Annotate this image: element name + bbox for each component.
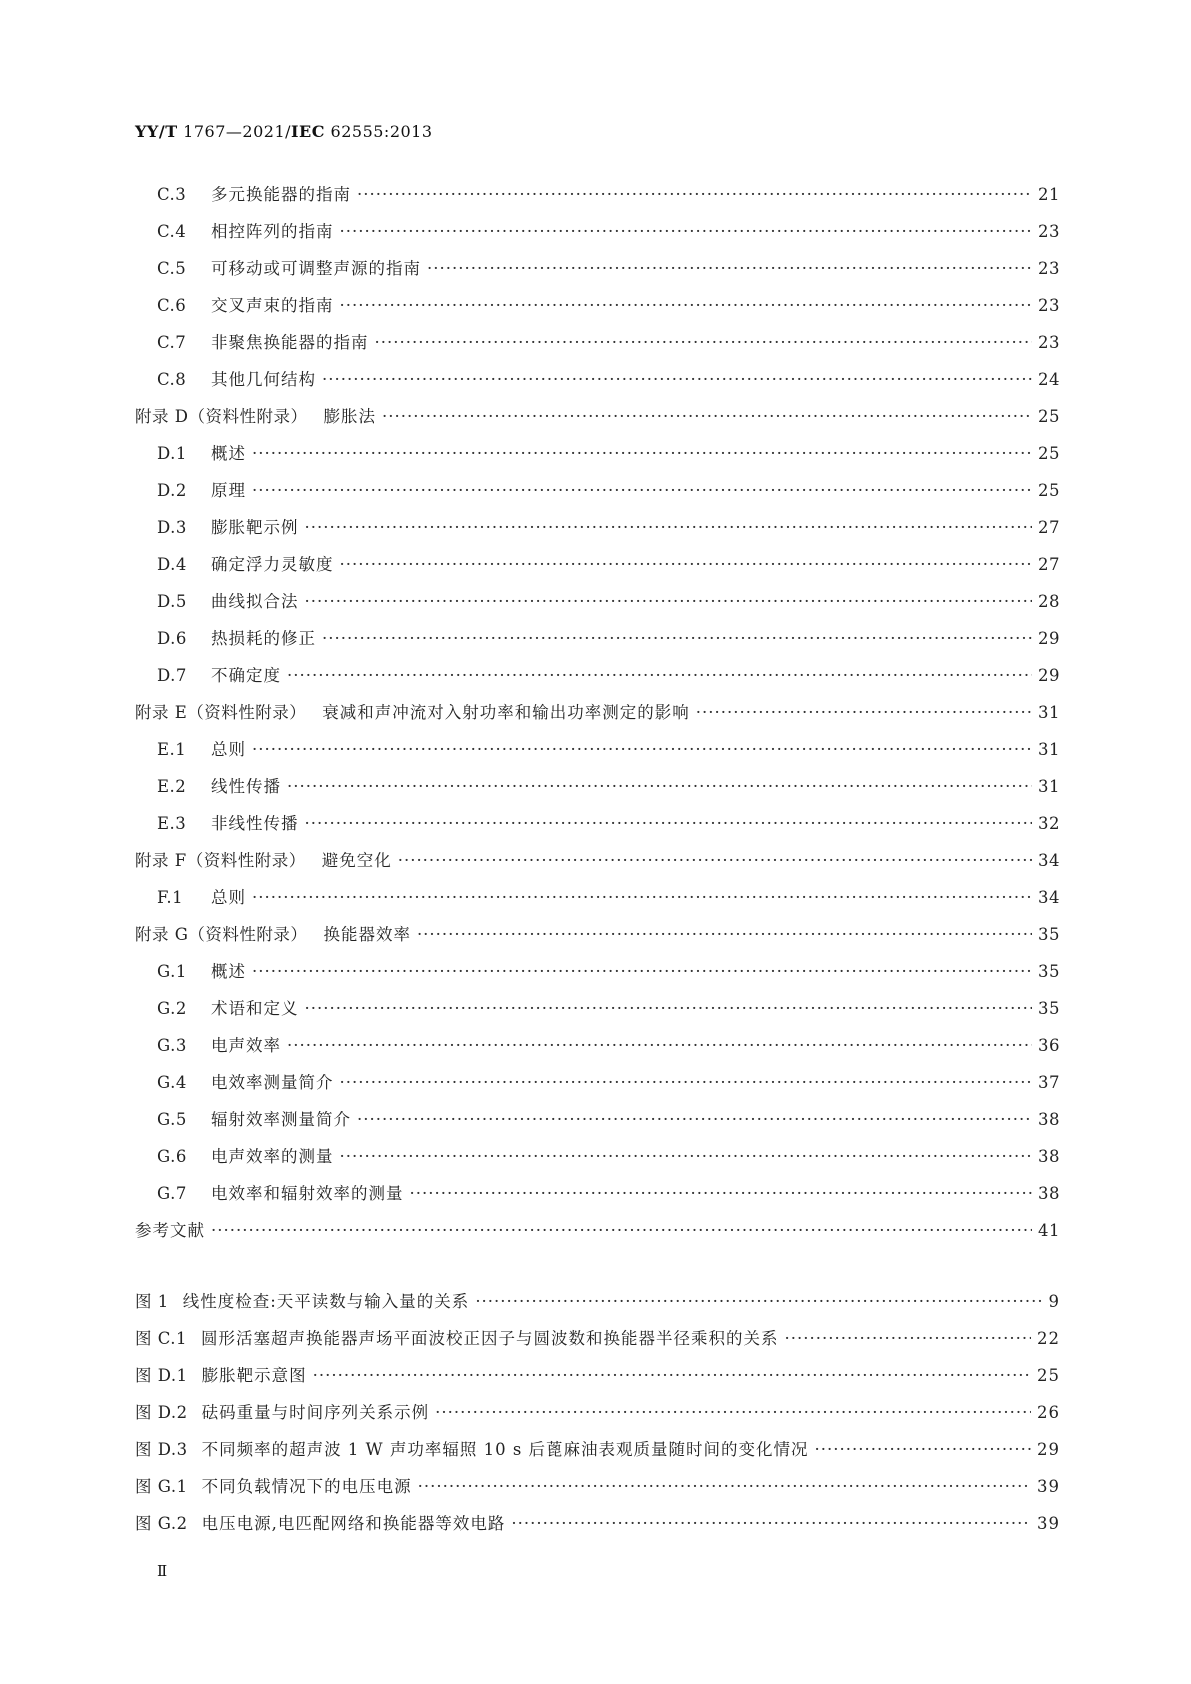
toc-entry-page: 38: [1038, 1184, 1060, 1203]
toc-entry-page: 31: [1038, 777, 1060, 796]
toc-entry-number: C.8: [157, 370, 187, 389]
figure-leader-dots: [475, 1283, 1042, 1320]
toc-entry-number: D.4: [157, 555, 187, 574]
figure-entry-number: 图 C.1: [135, 1329, 188, 1348]
toc-entry-number: G.5: [157, 1110, 187, 1129]
toc-entry-title: 曲线拟合法: [211, 592, 299, 611]
toc-entry[interactable]: [135, 1212, 1060, 1249]
toc-leader-dots: [382, 398, 1032, 435]
toc-entry-title: 电声效率: [211, 1036, 281, 1055]
toc-entry[interactable]: [135, 694, 1060, 731]
toc-entry[interactable]: [135, 324, 1060, 361]
figure-entry-title: 线性度检查:天平读数与输入量的关系: [182, 1292, 470, 1311]
figure-entry-title: 电压电源,电匹配网络和换能器等效电路: [201, 1514, 506, 1533]
toc-entry-number: D.2: [157, 481, 187, 500]
toc-entry-title: 相控阵列的指南: [211, 222, 334, 241]
toc-entry-page: 35: [1038, 962, 1060, 981]
toc-entry-page: 41: [1038, 1221, 1060, 1240]
figure-entry[interactable]: [135, 1505, 1060, 1542]
toc-entry-page: 25: [1038, 444, 1060, 463]
toc-entry-title: 交叉声束的指南: [211, 296, 334, 315]
toc-entry-title: 原理: [211, 481, 246, 500]
toc-entry-title: 换能器效率: [323, 925, 411, 944]
toc-entry[interactable]: [135, 472, 1060, 509]
toc-leader-dots: [252, 953, 1032, 990]
toc-leader-dots: [252, 879, 1032, 916]
figure-entry-page: 39: [1037, 1477, 1060, 1496]
toc-entry[interactable]: [135, 768, 1060, 805]
toc-leader-dots: [357, 176, 1032, 213]
toc-entry-page: 34: [1038, 888, 1060, 907]
toc-leader-dots: [375, 324, 1033, 361]
page-number: Ⅱ: [157, 1562, 168, 1580]
figure-entry-page: 29: [1037, 1440, 1060, 1459]
toc-entry-title: 非线性传播: [211, 814, 299, 833]
toc-entry-title: 电效率测量简介: [211, 1073, 334, 1092]
toc-entry[interactable]: [135, 1101, 1060, 1138]
toc-entry-title: 膨胀法: [323, 407, 376, 426]
toc-entry[interactable]: [135, 361, 1060, 398]
toc-leader-dots: [340, 1138, 1033, 1175]
figure-leader-dots: [785, 1320, 1031, 1357]
figure-entry-page: 25: [1037, 1366, 1060, 1385]
toc-leader-dots: [322, 361, 1032, 398]
figure-entry[interactable]: [135, 1283, 1060, 1320]
header-iec: IEC: [291, 122, 325, 141]
toc-entry-number: 附录 E（资料性附录）: [135, 703, 307, 722]
toc-entry-number: E.1: [157, 740, 187, 759]
toc-entry-number: D.1: [157, 444, 187, 463]
toc-leader-dots: [340, 287, 1033, 324]
toc-entry-page: 29: [1038, 629, 1060, 648]
toc-entry[interactable]: [135, 1175, 1060, 1212]
toc-entry-page: 32: [1038, 814, 1060, 833]
toc-entry-page: 24: [1038, 370, 1060, 389]
toc-entry[interactable]: [135, 176, 1060, 213]
toc-entry-number: G.2: [157, 999, 187, 1018]
toc-entry[interactable]: [135, 398, 1060, 435]
toc-entry[interactable]: [135, 620, 1060, 657]
header-number: 1767—2021/: [177, 122, 292, 141]
toc-entry-title: 避免空化: [321, 851, 392, 870]
figure-entry[interactable]: [135, 1320, 1060, 1357]
toc-entry-number: C.3: [157, 185, 187, 204]
toc-entry-title: 线性传播: [211, 777, 281, 796]
figure-entry-title: 圆形活塞超声换能器声场平面波校正因子与圆波数和换能器半径乘积的关系: [201, 1329, 779, 1348]
toc-leader-dots: [696, 694, 1032, 731]
toc-entry-title: 电声效率的测量: [211, 1147, 334, 1166]
toc-entry-number: G.4: [157, 1073, 187, 1092]
figure-entry[interactable]: [135, 1394, 1060, 1431]
toc-entry-title: 其他几何结构: [211, 370, 316, 389]
toc-entry-page: 31: [1038, 703, 1060, 722]
toc-entry[interactable]: [135, 287, 1060, 324]
toc-entry-page: 38: [1038, 1147, 1060, 1166]
toc-entry-page: 28: [1038, 592, 1060, 611]
toc-entry-page: 31: [1038, 740, 1060, 759]
toc-entry[interactable]: [135, 953, 1060, 990]
toc-entry-title: 确定浮力灵敏度: [211, 555, 334, 574]
toc-entry-page: 35: [1038, 925, 1060, 944]
toc-entry-page: 23: [1038, 222, 1060, 241]
figure-entry-page: 39: [1037, 1514, 1060, 1533]
toc-entry-number: G.7: [157, 1184, 187, 1203]
toc-entry-number: D.6: [157, 629, 187, 648]
figure-entry-number: 图 1: [135, 1292, 169, 1311]
figure-entry-number: 图 G.2: [135, 1514, 188, 1533]
toc-entry-number: C.7: [157, 333, 187, 352]
figure-leader-dots: [313, 1357, 1031, 1394]
toc-leader-dots: [305, 583, 1033, 620]
toc-entry-title: 概述: [211, 962, 246, 981]
figure-entry[interactable]: [135, 1431, 1060, 1468]
toc-entry-number: D.3: [157, 518, 187, 537]
toc-leader-dots: [340, 1064, 1033, 1101]
toc-entry-page: 25: [1038, 407, 1060, 426]
toc-entry-number: C.4: [157, 222, 187, 241]
toc-leader-dots: [322, 620, 1032, 657]
figure-entry-number: 图 D.1: [135, 1366, 188, 1385]
toc-leader-dots: [357, 1101, 1032, 1138]
toc-entry-title: 总则: [211, 740, 246, 759]
figure-entry-page: 26: [1037, 1403, 1060, 1422]
toc-entry-number: 附录 F（资料性附录）: [135, 851, 306, 870]
toc-entry-page: 27: [1038, 518, 1060, 537]
toc-leader-dots: [252, 731, 1032, 768]
toc-entry-number: G.6: [157, 1147, 187, 1166]
toc-leader-dots: [287, 657, 1032, 694]
toc-entry-title: 非聚焦换能器的指南: [211, 333, 369, 352]
toc-entry-page: 37: [1038, 1073, 1060, 1092]
toc-entry[interactable]: [135, 213, 1060, 250]
toc-leader-dots: [305, 805, 1033, 842]
toc-entry[interactable]: [135, 1138, 1060, 1175]
toc-entry-title: 多元换能器的指南: [211, 185, 351, 204]
toc-entry[interactable]: [135, 435, 1060, 472]
figure-entry-number: 图 D.2: [135, 1403, 188, 1422]
figure-entry-page: 9: [1048, 1292, 1060, 1311]
toc-entry-page: 27: [1038, 555, 1060, 574]
toc-entry-page: 36: [1038, 1036, 1060, 1055]
figure-leader-dots: [815, 1431, 1031, 1468]
toc-leader-dots: [252, 472, 1032, 509]
figure-entry-number: 图 G.1: [135, 1477, 188, 1496]
toc-leader-dots: [398, 842, 1032, 879]
toc-leader-dots: [340, 213, 1033, 250]
toc-entry-page: 25: [1038, 481, 1060, 500]
header-iec-number: 62555:2013: [324, 122, 433, 141]
toc-leader-dots: [417, 916, 1032, 953]
toc-entry-number: E.3: [157, 814, 187, 833]
toc-leader-dots: [287, 768, 1032, 805]
figure-leader-dots: [511, 1505, 1031, 1542]
figure-leader-dots: [435, 1394, 1031, 1431]
toc-entry[interactable]: [135, 990, 1060, 1027]
toc-entry-title: 可移动或可调整声源的指南: [211, 259, 421, 278]
toc-entry[interactable]: [135, 1064, 1060, 1101]
toc-entry[interactable]: [135, 842, 1060, 879]
toc-leader-dots: [340, 546, 1033, 583]
figure-leader-dots: [418, 1468, 1031, 1505]
toc-entry-number: D.7: [157, 666, 187, 685]
toc-leader-dots: [427, 250, 1032, 287]
toc-entry-page: 29: [1038, 666, 1060, 685]
toc-entry-title: 参考文献: [135, 1221, 205, 1240]
toc-entry[interactable]: [135, 509, 1060, 546]
toc-leader-dots: [287, 1027, 1032, 1064]
toc-entry[interactable]: [135, 805, 1060, 842]
figure-entry-number: 图 D.3: [135, 1440, 188, 1459]
toc-entry-number: C.6: [157, 296, 187, 315]
toc-entry-title: 膨胀靶示例: [211, 518, 299, 537]
toc-entry-page: 34: [1038, 851, 1060, 870]
toc-leader-dots: [252, 435, 1032, 472]
toc-entry-number: C.5: [157, 259, 187, 278]
toc-entry-number: 附录 G（资料性附录）: [135, 925, 308, 944]
toc-entry-page: 23: [1038, 333, 1060, 352]
toc-entry-number: E.2: [157, 777, 187, 796]
toc-entry-title: 不确定度: [211, 666, 281, 685]
toc-entry-number: G.3: [157, 1036, 187, 1055]
toc-entry[interactable]: [135, 879, 1060, 916]
toc-leader-dots: [211, 1212, 1032, 1249]
toc-entry-title: 术语和定义: [211, 999, 299, 1018]
toc-entry-page: 23: [1038, 259, 1060, 278]
figure-entry-title: 不同频率的超声波 1 W 声功率辐照 10 s 后蓖麻油表观质量随时间的变化情况: [201, 1440, 809, 1459]
figure-entry[interactable]: [135, 1468, 1060, 1505]
toc-entry[interactable]: [135, 546, 1060, 583]
toc-entry-title: 电效率和辐射效率的测量: [211, 1184, 404, 1203]
toc-entry[interactable]: [135, 731, 1060, 768]
figure-entry[interactable]: [135, 1357, 1060, 1394]
toc-entry-page: 38: [1038, 1110, 1060, 1129]
toc-leader-dots: [305, 509, 1033, 546]
toc-entry-number: G.1: [157, 962, 187, 981]
toc-entry[interactable]: [135, 250, 1060, 287]
toc-entry[interactable]: [135, 916, 1060, 953]
toc-entry[interactable]: [135, 657, 1060, 694]
figure-entry-title: 砝码重量与时间序列关系示例: [201, 1403, 430, 1422]
toc-entry[interactable]: [135, 1027, 1060, 1064]
figure-entry-title: 膨胀靶示意图: [201, 1366, 307, 1385]
header-prefix: YY/T: [135, 122, 178, 141]
list-of-figures: [135, 1283, 1060, 1542]
toc-entry-title: 热损耗的修正: [211, 629, 316, 648]
toc-leader-dots: [410, 1175, 1033, 1212]
toc-leader-dots: [305, 990, 1033, 1027]
standard-number-header: [135, 122, 433, 141]
toc-entry[interactable]: [135, 583, 1060, 620]
toc-entry-title: 衰减和声冲流对入射功率和输出功率测定的影响: [322, 703, 690, 722]
toc-entry-number: F.1: [157, 888, 184, 907]
toc-entry-number: D.5: [157, 592, 187, 611]
toc-entry-title: 辐射效率测量简介: [211, 1110, 351, 1129]
toc-entry-page: 35: [1038, 999, 1060, 1018]
toc-entry-title: 概述: [211, 444, 246, 463]
table-of-contents: [135, 176, 1060, 1249]
toc-entry-title: 总则: [211, 888, 246, 907]
toc-entry-page: 23: [1038, 296, 1060, 315]
toc-entry-page: 21: [1038, 185, 1060, 204]
figure-entry-page: 22: [1037, 1329, 1060, 1348]
figure-entry-title: 不同负载情况下的电压电源: [201, 1477, 412, 1496]
toc-entry-number: 附录 D（资料性附录）: [135, 407, 308, 426]
